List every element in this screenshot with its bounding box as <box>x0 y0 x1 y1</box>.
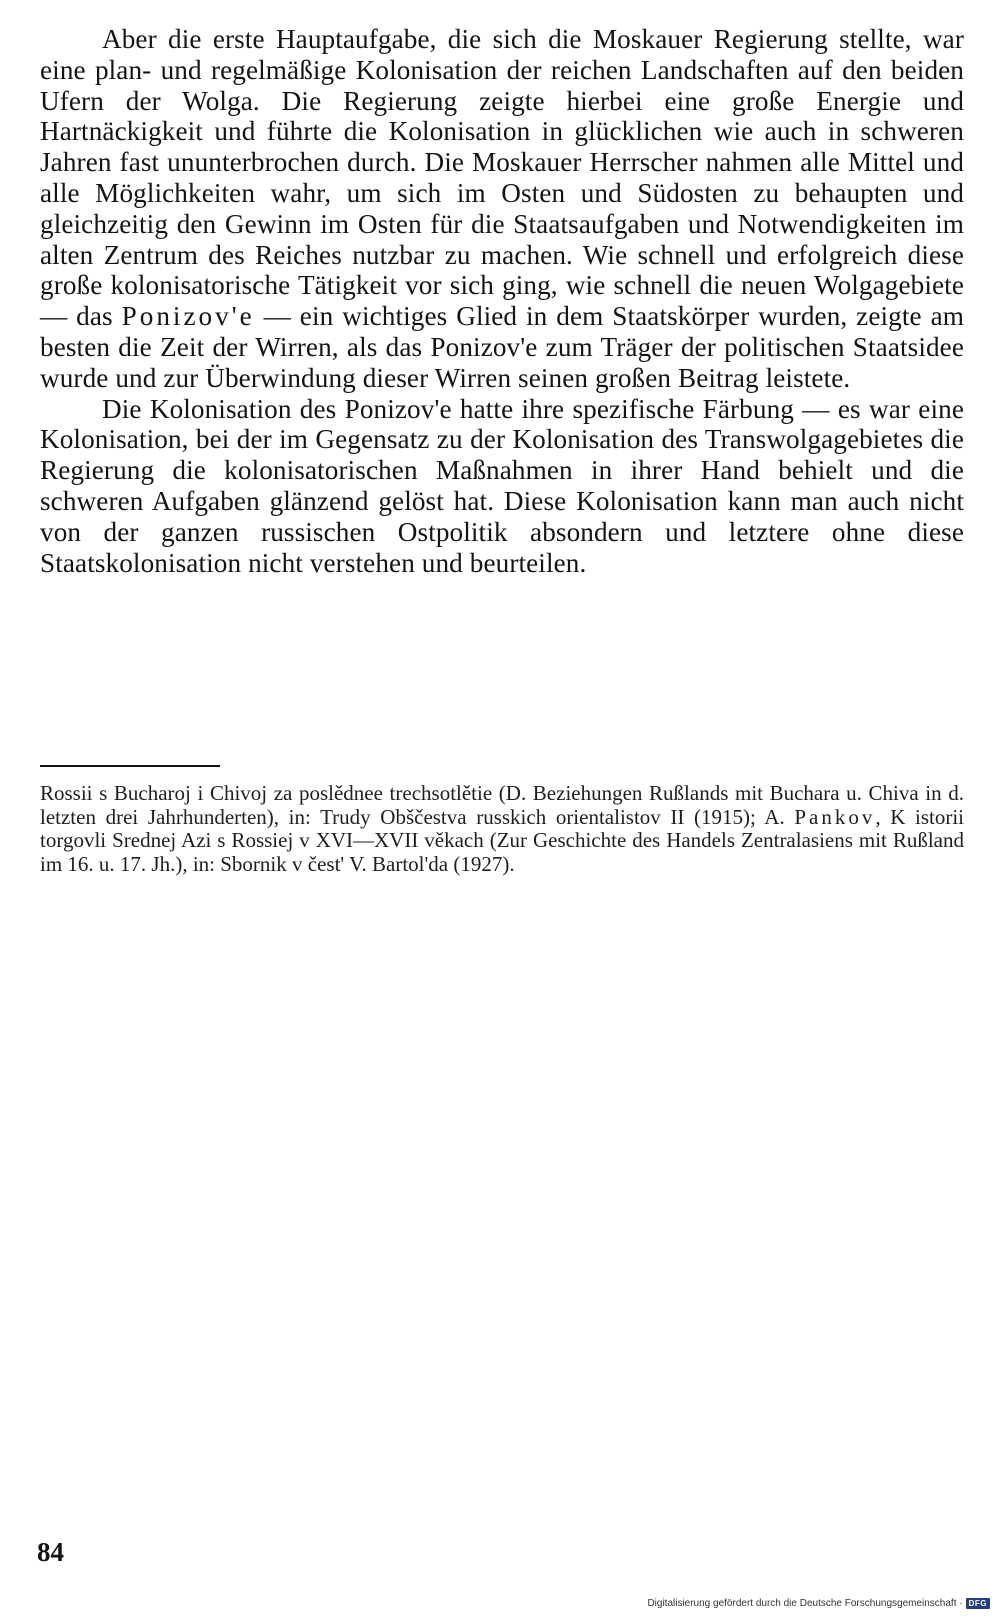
paragraph-2 <box>40 394 964 579</box>
footnote-text-b: , K istorii torgovli Srednej Azi s Rossiej v XVI—XVII věkach (Zur Geschichte des Handels Zentralasiens mit Rußland im 16. u. 17. Jh.), in: Sbornik v čest' V. Bartol'da (1927). <box>40 804 965 876</box>
footnote-text-a: Rossii s Bucharoj i Chivoj za poslědnee trechsotlětie (D. Beziehungen Rußlands mit Buchara u. Chiva in d. letzten drei Jahrhunderten), in: Trudy Obščestva russkich orientalistov II (1915); A. <box>40 781 964 829</box>
credit-text: Digitalisierung gefördert durch die Deutsche Forschungsgemeinschaft · <box>647 1598 963 1609</box>
dfg-logo-icon: DFG <box>966 1598 990 1609</box>
paragraph-1-text-a: Aber die erste Hauptaufgabe, die sich die Moskauer Regierung stellte, war eine plan- und regelmäßige Kolonisation der reichen Landschaften auf den beiden Ufern der Wolga. Die Regierung zeigte hierbei eine große Energie und Hartnäckigkeit und führte die Kolonisation in glücklichen wie auch in schweren Jahren fast ununterbrochen durch. Die Moskauer Herrscher nahmen alle Mittel und alle Möglichkeiten wahr, um sich im Osten und Südosten zu behaupten und gleichzeitig den Gewinn im Osten für die Staatsaufgaben und Notwendigkeiten im alten Zentrum des Reiches nutzbar zu machen. Wie schnell und erfolgreich diese große kolonisatorische Tätigkeit vor sich ging, wie schnell die neuen Wolgagebiete — das <box>40 24 964 332</box>
body-text <box>40 24 964 578</box>
paragraph-1 <box>40 24 964 394</box>
footnote-author: Pankov <box>794 804 876 829</box>
paragraph-2-text: Die Kolonisation des Ponizov'e hatte ihre spezifische Färbung — es war eine Kolonisation, bei der im Gegensatz zu der Kolonisation des Transwolgagebietes die Regierung die kolonisatorischen Maßnahmen in ihrer Hand behielt und die schweren Aufgaben glänzend gelöst hat. Diese Kolonisation kann man auch nicht von der ganzen russischen Ostpolitik absondern und letztere ohne diese Staatskolonisation nicht verstehen und beurteilen. <box>40 393 964 578</box>
footnote-text <box>40 782 964 876</box>
paragraph-1-spaced-term: Ponizov'e <box>121 301 255 332</box>
page-number: 84 <box>37 1537 64 1567</box>
paragraph-1-text-b: — ein wichtiges Glied in dem Staatskörper wurden, zeigte am besten die Zeit der Wirren, als das Ponizov'e zum Träger der politischen Staatsidee wurde und zur Überwindung dieser Wirren seinen großen Beitrag leistete. <box>40 301 964 393</box>
digitization-credit <box>647 1598 990 1609</box>
footnote-rule <box>40 765 220 767</box>
footnote <box>40 782 964 876</box>
